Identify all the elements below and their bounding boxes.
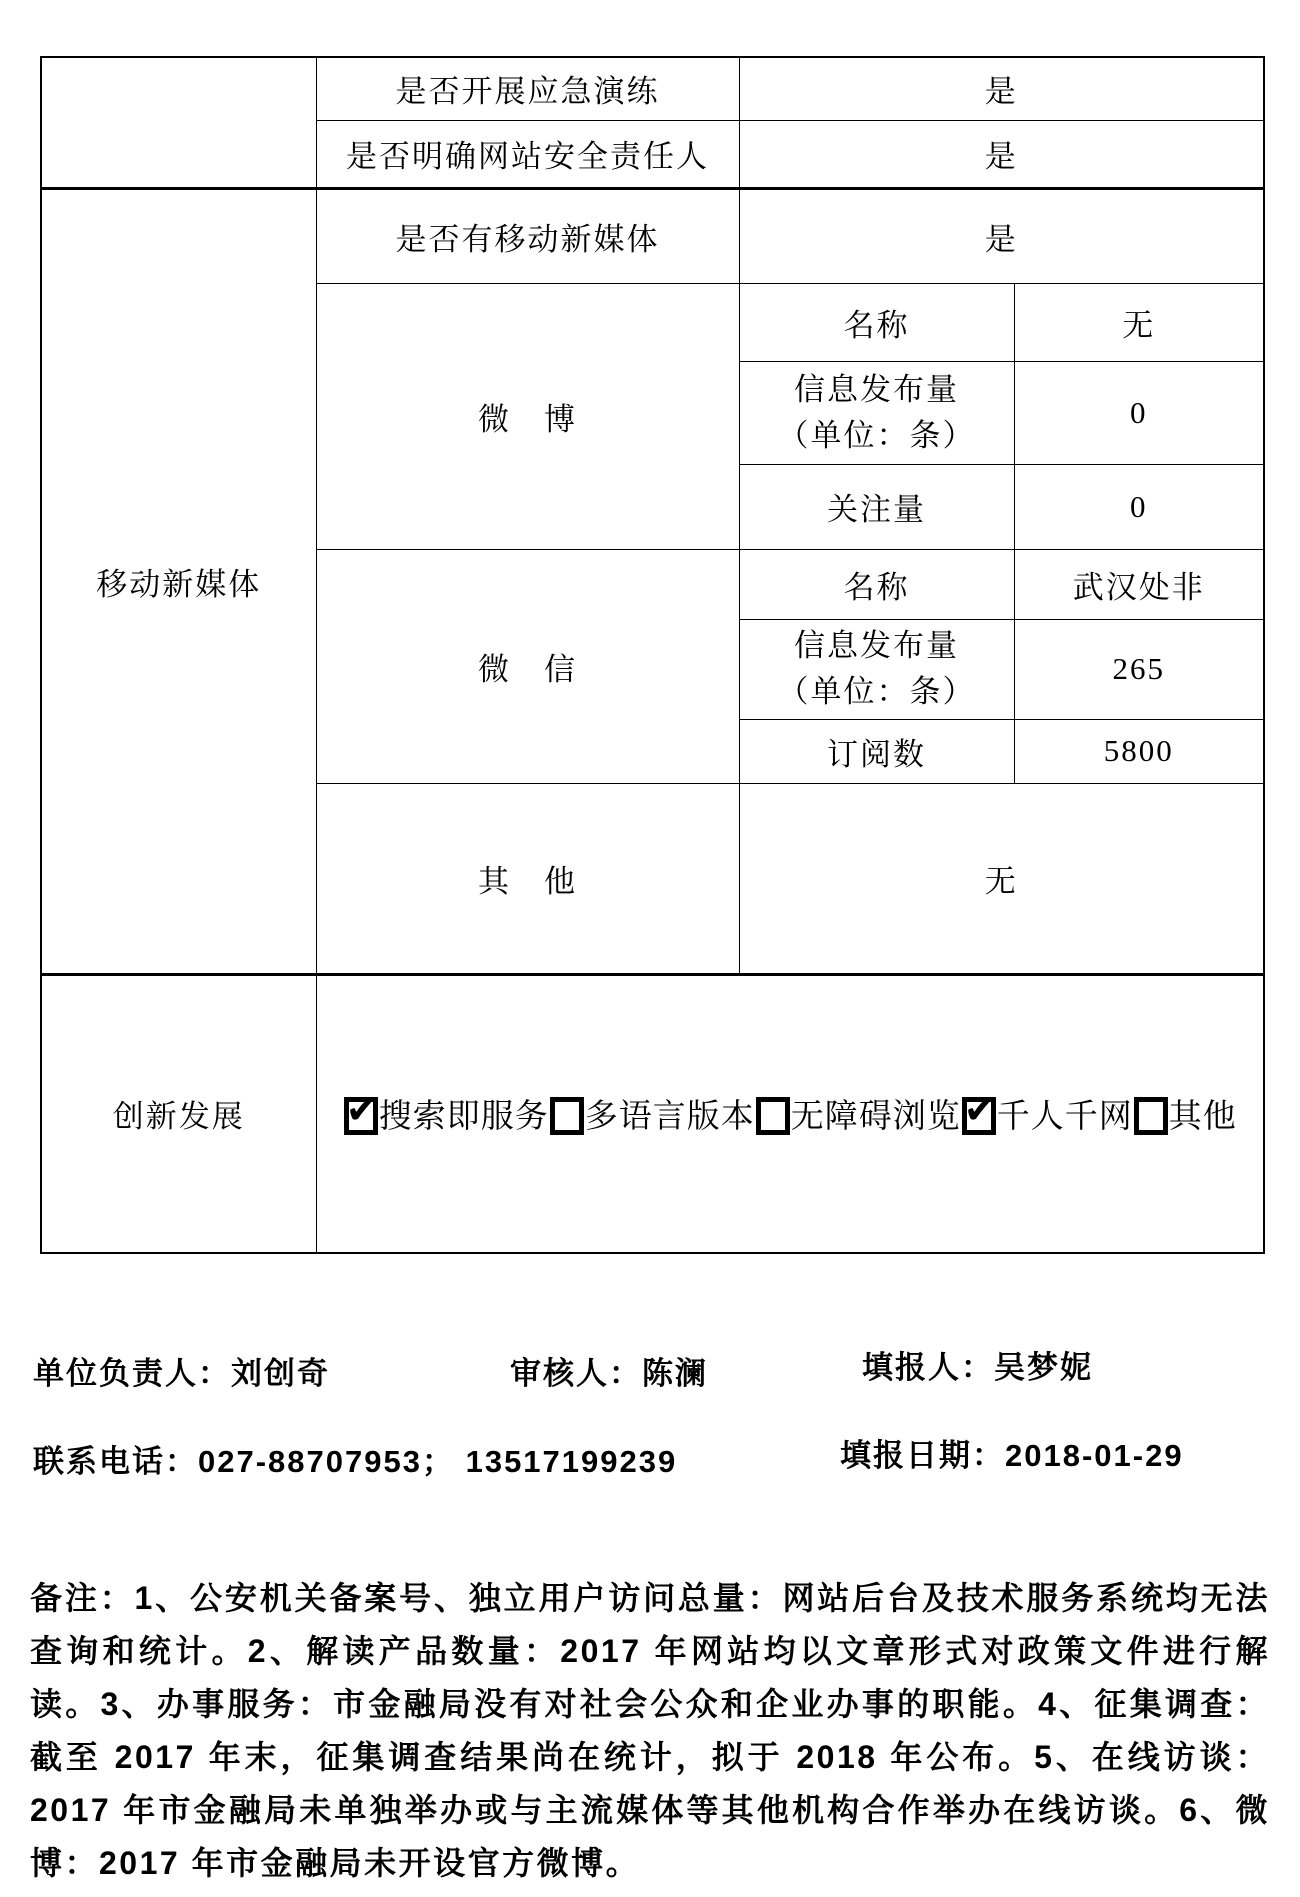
cell-wechat-name-label: 名称	[739, 549, 1014, 619]
cell-emergency-drill-label: 是否开展应急演练	[316, 57, 739, 120]
cell-weibo-name-label: 名称	[739, 283, 1014, 361]
cell-wechat-subscribers-value: 5800	[1014, 719, 1264, 783]
contact-phone-text: 联系电话：027-88707953； 13517199239	[33, 1444, 678, 1479]
cell-weibo-volume-label	[739, 361, 1014, 464]
cell-emergency-drill-value: 是	[739, 57, 1264, 120]
reviewer-text: 审核人：陈澜	[510, 1356, 708, 1391]
remarks-text: 备注：1、公安机关备案号、独立用户访问总量：网站后台及技术服务系统均无法查询和统计。2、解读产品数量：2017 年网站均以文章形式对政策文件进行解读。3、办事服务：市金融局没有对社会公众和企业办事的职能。4、征集调查：截至 2017 年末，征集调查结果尚在统计，拟于 2018 年公布。5、在线访谈：2017 年市金融局未单独举办或与主流媒体等其他机构合作举办在线访谈。6、微博：2017 年市金融局未开设官方微博。	[30, 1580, 1270, 1881]
cell-wechat-volume-label	[739, 619, 1014, 719]
unchecked-checkbox[interactable]	[550, 1097, 584, 1135]
cell-innovation-header: 创新发展	[41, 974, 316, 1253]
cell-other-media-label: 其 他	[316, 783, 739, 974]
innovation-option-label: 千人千网	[996, 1099, 1133, 1136]
cell-innovation-options	[316, 974, 1264, 1253]
cell-wechat-subscribers-label: 订阅数	[739, 719, 1014, 783]
table-row	[41, 974, 1264, 1253]
innovation-options-line	[343, 1099, 1237, 1135]
cell-other-media-value: 无	[739, 783, 1264, 974]
cell-weibo-volume-value: 0	[1014, 361, 1264, 464]
cell-wechat-volume-value: 265	[1014, 619, 1264, 719]
cell-weibo-followers-label: 关注量	[739, 464, 1014, 549]
cell-weibo-name-value: 无	[1014, 283, 1264, 361]
filler-text: 填报人：吴梦妮	[862, 1350, 1093, 1385]
cell-security-officer-value: 是	[739, 120, 1264, 188]
cell-mobile-media-header: 移动新媒体	[41, 188, 316, 974]
cell-security-officer-label: 是否明确网站安全责任人	[316, 120, 739, 188]
unchecked-checkbox[interactable]	[756, 1097, 790, 1135]
checked-checkbox[interactable]	[962, 1097, 996, 1135]
cell-weibo-followers-value: 0	[1014, 464, 1264, 549]
innovation-option-label: 搜索即服务	[378, 1099, 549, 1136]
checked-checkbox[interactable]	[344, 1097, 378, 1135]
volume-label-line1: 信息发布量	[794, 371, 959, 407]
fill-date-text: 填报日期：2018-01-29	[840, 1438, 1184, 1473]
table-row	[41, 188, 1264, 283]
innovation-option-label: 其他	[1168, 1099, 1237, 1136]
innovation-option-label: 无障碍浏览	[790, 1099, 961, 1136]
cell-wechat-label: 微 信	[316, 549, 739, 783]
volume-label-line2: （单位：条）	[777, 417, 976, 453]
unit-head-text: 单位负责人：刘创奇	[33, 1356, 330, 1391]
cell-has-mobile-value: 是	[739, 188, 1264, 283]
cell-weibo-label: 微 博	[316, 283, 739, 549]
annual-report-table	[40, 56, 1265, 1254]
cell-has-mobile-label: 是否有移动新媒体	[316, 188, 739, 283]
table-row	[41, 57, 1264, 120]
volume-label-line1: 信息发布量	[794, 628, 959, 663]
volume-label-line2: （单位：条）	[777, 674, 976, 709]
innovation-option-label: 多语言版本	[584, 1099, 755, 1136]
cell-wechat-name-value: 武汉处非	[1014, 549, 1264, 619]
cell-security-section-header	[41, 57, 316, 188]
unchecked-checkbox[interactable]	[1134, 1097, 1168, 1135]
